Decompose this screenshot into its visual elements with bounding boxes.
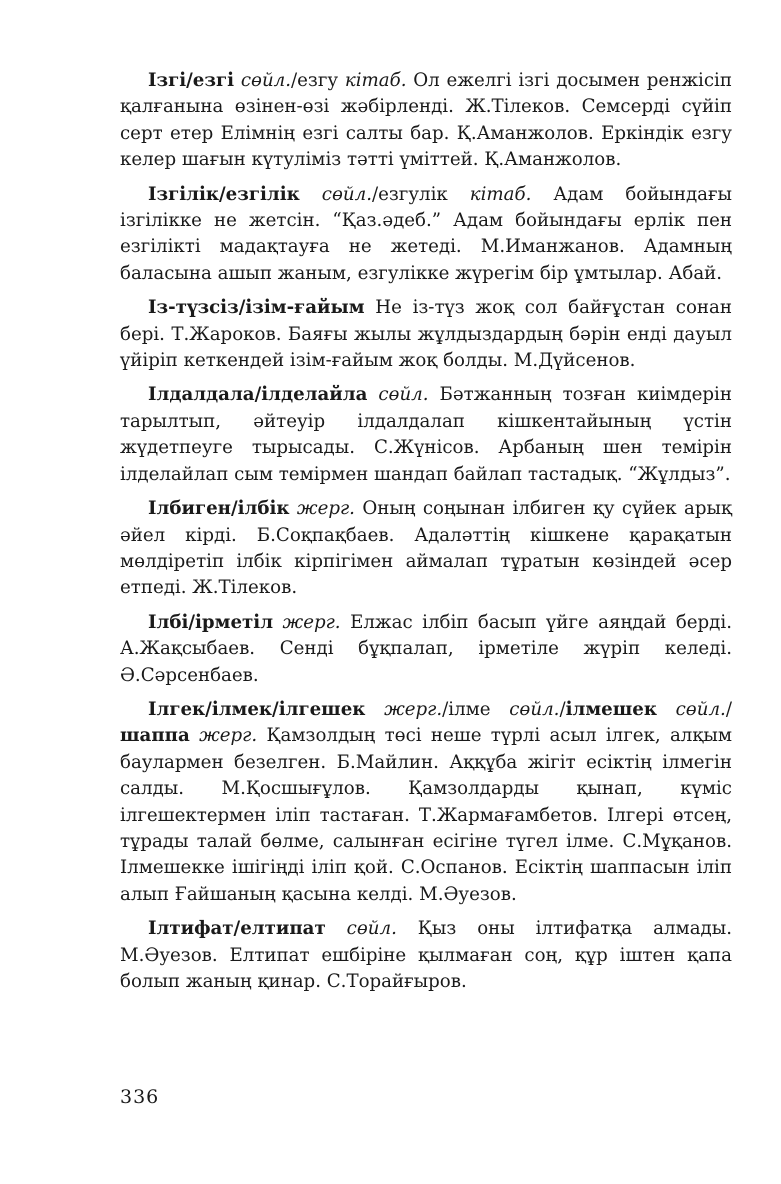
headword: ілмешек (565, 698, 657, 720)
page-number: 336 (120, 1086, 160, 1108)
entry-text: Ол ежелгі ізгі досымен ренжісіп қалғанына өзінен-өзі жәбірленді. Ж.Тілеков. Семсерді сүйіп серт етер Елімнің езгі салты бар. Қ.Аманжолов. Еркіндік езгу келер шағын күтуліміз тәтті үміттей. Қ.Аманжолов. (120, 70, 732, 171)
dictionary-entry (120, 496, 732, 602)
headword: Ізгілік/езгілік (148, 183, 300, 205)
dictionary-entry: Ізгі/езгі сөйл./езгу кітаб. Ол ежелгі ізгі досымен ренжісіп қалғанына өзінен-өзі жәбірленді. Ж.Тілеков. Семсерді сүйіп серт етер Елімнің езгі салты бар. Қ.Аманжолов. Еркіндік езгу келер шағын күтуліміз тәтті үміттей. Қ.Аманжолов. (120, 70, 732, 171)
entry-text: Елжас ілбіп басып үйге аяңдай берді. А.Жақсыбаев. Сенді бұқпалап, ірметіле жүріп келеді. Ә.Сәрсенбаев. (120, 611, 732, 686)
usage-label: жерг. (199, 725, 258, 747)
entry-text: Не із-түз жоқ сол байғұстан сонан бері. Т.Жароков. Баяғы жылы жұлдыздардың бәрін енді дауыл үйіріп кеткендей ізім-ғайым жоқ болды. М.Дүйсенов. (120, 297, 732, 372)
headword: Ілтифат/елтипат (148, 918, 326, 940)
dictionary-entry: Ілгек/ілмек/ілгешек жерг./ілме сөйл./ілмешек сөйл./шаппа жерг. Қамзолдың төсі неше түрлі асыл ілгек, алқым баулармен безелген. Б.Майлин. Аққұба жігіт есіктің ілмегін салды. М.Қосшығұлов. Қамзолдарды қынап, күміс ілгешектермен іліп тастаған. Т.Жармағамбетов. Ілгері өтсең, тұрады талай бөлме, салынған есігіне түгел ілме. С.Мұқанов. Ілмешекке ішігіңді іліп қой. С.Оспанов. Есіктің шаппасын іліп алып Ғайшаның қасына келді. М.Әуезов. (120, 698, 732, 905)
headword: Ілдалдала/ілделайла (148, 384, 368, 406)
usage-label: сөйл. (509, 698, 560, 720)
usage-label: сөйл. (346, 918, 397, 940)
usage-label: жерг. (296, 498, 355, 520)
usage-label: сөйл. (378, 384, 429, 406)
entry-text: Адам бойындағы ізгілікке не жетсін. “Қаз.әдеб.” Адам бойындағы ерлік пен езгілікті мадақтауға не жетеді. М.Иманжанов. Адамның баласына ашып жаным, езгулікке жүрегім бір ұмтылар. Абай. (120, 183, 732, 284)
headword: шаппа (120, 725, 190, 747)
usage-label: кітаб. (469, 183, 532, 205)
usage-label: сөйл. (675, 698, 726, 720)
entry-text: Оның соңынан ілбиген қу сүйек арық әйел кірді. Б.Соқпақбаев. Адаләттің кішкене қарақатын мөлдіретіп ілбік кірпігімен аймалап тұратын көзіндей әсер етпеді. Ж.Тілеков. (120, 498, 732, 599)
dictionary-entry (120, 610, 732, 689)
entry-text: Қамзолдың төсі неше түрлі асыл ілгек, алқым баулармен безелген. Б.Майлин. Аққұба жігіт есіктің ілмегін салды. М.Қосшығұлов. Қамзолдарды қынап, күміс ілгешектермен іліп тастаған. Т.Жармағамбетов. Ілгері өтсең, тұрады талай бөлме, салынған есігіне түгел ілме. С.Мұқанов. Ілмешекке ішігіңді іліп қой. С.Оспанов. Есіктің шаппасын іліп алып Ғайшаның қасына келді. М.Әуезов. (120, 725, 732, 905)
headword: Ізгі/езгі (148, 70, 235, 91)
headword: Ілбиген/ілбік (148, 498, 290, 520)
headword: Ілгек/ілмек/ілгешек (148, 698, 366, 720)
usage-label: жерг. (384, 698, 443, 720)
headword: Із-түзсіз/ізім-ғайым (148, 297, 365, 319)
entry-text: Бәтжанның тозған киімдерін тарылтып, әйтеуір ілдалдалап кішкентайының үстін жүдетпеуге тырысады. С.Жүнісов. Арбаның шен темірін ілделайлап сым темірмен шандап байлап тастадық. “Жұлдыз”. (120, 384, 732, 485)
dictionary-page-body (120, 68, 732, 1003)
entry-text: Қыз оны ілтифатқа алмады. М.Әуезов. Елтипат ешбіріне қылмаған соң, құр іштен қапа болып жаның қинар. С.Торайғыров. (120, 918, 732, 992)
usage-label: сөйл. (321, 183, 372, 205)
dictionary-entry (120, 916, 732, 995)
usage-label: жерг. (282, 611, 341, 633)
usage-label: сөйл. (240, 70, 292, 91)
dictionary-entry: Ізгілік/езгілік сөйл./езгулік кітаб. Адам бойындағы ізгілікке не жетсін. “Қаз.әдеб.” Адам бойындағы ерлік пен езгілікті мадақтауға не жетеді. М.Иманжанов. Адамның баласына ашып жаным, езгулікке жүрегім бір ұмтылар. Абай. (120, 183, 732, 284)
dictionary-entry (120, 295, 732, 374)
dictionary-entry (120, 382, 732, 488)
headword: Ілбі/ірметіл (148, 611, 274, 633)
usage-label: кітаб. (344, 70, 407, 91)
